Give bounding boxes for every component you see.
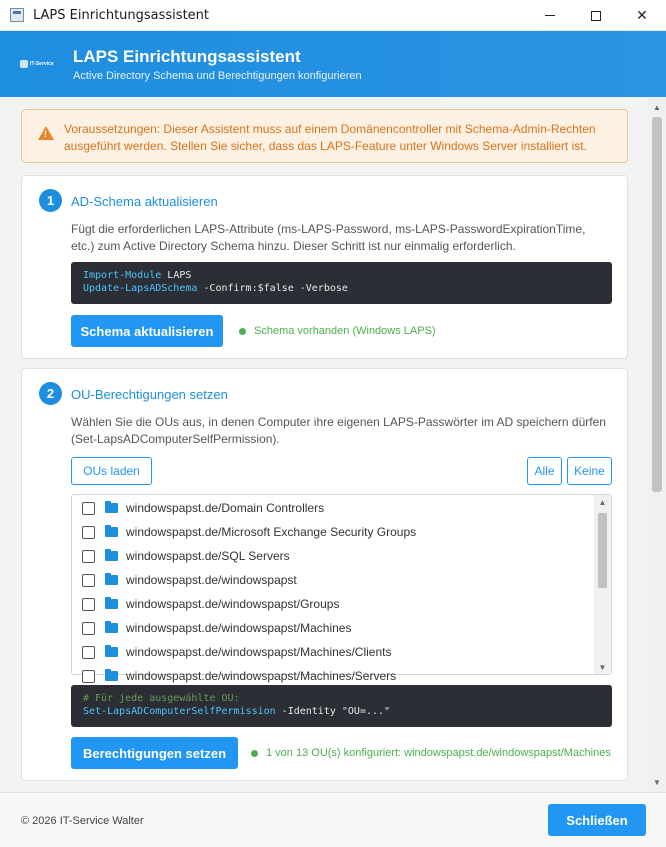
folder-icon (105, 599, 118, 609)
code-argument: LAPS (161, 270, 192, 281)
list-item[interactable] (72, 568, 592, 592)
folder-icon (105, 647, 118, 657)
list-item[interactable] (72, 520, 592, 544)
step-ou-permissions-card (21, 368, 628, 781)
list-item[interactable] (72, 640, 592, 664)
code-command: Update-LapsADSchema (83, 283, 198, 294)
code-line (83, 282, 600, 295)
step-description: Fügt die erforderlichen LAPS-Attribute (ms-LAPS-Password, ms-LAPS-PasswordExpirationTime, etc.) zum Active Directory Schema hinzu. Dieser Schritt ist nur einmalig erforderlich. (71, 222, 586, 253)
ou-checkbox[interactable] (82, 574, 95, 587)
scroll-up-arrow-icon[interactable]: ▲ (598, 497, 607, 507)
code-block (71, 685, 612, 727)
ou-label: windowspapst.de/windowspapst/Machines (126, 621, 352, 635)
ou-checkbox[interactable] (82, 550, 95, 563)
header-banner (0, 31, 666, 97)
folder-icon (105, 623, 118, 633)
code-line (83, 269, 600, 282)
list-item[interactable] (72, 592, 592, 616)
page-scrollbar[interactable] (648, 97, 666, 792)
page-title: LAPS Einrichtungsassistent (73, 47, 301, 66)
code-command: Set-LapsADComputerSelfPermission (83, 706, 276, 717)
update-schema-button[interactable]: Schema aktualisieren (71, 315, 223, 347)
ou-checkbox[interactable] (82, 526, 95, 539)
logo-mark-icon (20, 60, 28, 68)
step-title: OU-Berechtigungen setzen (71, 387, 228, 402)
minimize-icon (545, 15, 555, 16)
code-comment: # Für jede ausgewählte OU: (83, 693, 240, 704)
close-window-button[interactable] (619, 0, 665, 31)
page-subtitle: Active Directory Schema und Berechtigungen konfigurieren (73, 70, 362, 82)
window-title: LAPS Einrichtungsassistent (33, 7, 209, 23)
folder-icon (105, 575, 118, 585)
ou-list-scrollbar[interactable] (594, 495, 611, 674)
ou-label: windowspapst.de/Domain Controllers (126, 501, 325, 515)
scroll-down-arrow-icon[interactable]: ▼ (653, 777, 661, 787)
folder-icon (105, 503, 118, 513)
warning-icon: ! (38, 126, 54, 140)
load-ous-button[interactable]: OUs laden (71, 457, 152, 485)
ou-checkbox[interactable] (82, 622, 95, 635)
step-schema-card (21, 175, 628, 359)
ou-label: windowspapst.de/Microsoft Exchange Security Groups (126, 525, 417, 539)
scroll-up-arrow-icon[interactable]: ▲ (653, 102, 661, 112)
ou-label: windowspapst.de/windowspapst/Machines/Clients (126, 645, 392, 659)
prerequisites-warning (21, 109, 628, 163)
logo-text: IT-Service (30, 61, 54, 67)
ou-label: windowspapst.de/windowspapst/Groups (126, 597, 340, 611)
company-logo (20, 56, 60, 72)
step-number-badge: 1 (39, 189, 62, 212)
scroll-down-arrow-icon[interactable]: ▼ (598, 662, 607, 672)
set-permissions-button[interactable]: Berechtigungen setzen (71, 737, 238, 769)
step-number-badge: 2 (39, 382, 62, 405)
ou-label: windowspapst.de/windowspapst (126, 573, 297, 587)
ou-checkbox[interactable] (82, 670, 95, 683)
list-item[interactable] (72, 496, 592, 520)
minimize-button[interactable] (527, 0, 573, 31)
code-command: Import-Module (83, 270, 162, 281)
footer (0, 792, 666, 847)
select-none-button[interactable]: Keine (567, 457, 612, 485)
select-all-button[interactable]: Alle (527, 457, 562, 485)
ou-checkbox[interactable] (82, 646, 95, 659)
step-title: AD-Schema aktualisieren (71, 194, 218, 209)
ou-label: windowspapst.de/SQL Servers (126, 549, 290, 563)
list-item[interactable] (72, 616, 592, 640)
permissions-status (251, 747, 611, 759)
permissions-status-text: 1 von 13 OU(s) konfiguriert: windowspapst.de/windowspapst/Machines (266, 747, 611, 759)
code-block (71, 262, 612, 304)
maximize-icon (591, 11, 601, 21)
folder-icon (105, 527, 118, 537)
scrollbar-thumb[interactable] (652, 117, 662, 492)
ou-checkbox[interactable] (82, 598, 95, 611)
maximize-button[interactable] (573, 0, 619, 31)
schema-status (239, 325, 436, 337)
schema-status-text: Schema vorhanden (Windows LAPS) (254, 325, 436, 337)
folder-icon (105, 671, 118, 681)
status-dot-icon (251, 750, 258, 757)
code-argument: -Identity "OU=..." (275, 706, 391, 717)
code-argument: -Confirm:$false -Verbose (197, 283, 348, 294)
ou-checkbox[interactable] (82, 502, 95, 515)
status-dot-icon (239, 328, 246, 335)
list-item[interactable] (72, 544, 592, 568)
ou-label: windowspapst.de/windowspapst/Machines/Servers (126, 669, 397, 683)
folder-icon (105, 551, 118, 561)
step-description: Wählen Sie die OUs aus, in denen Computer ihre eigenen LAPS-Passwörter im AD speichern dürfen (Set-LapsADComputerSelfPermission). (71, 415, 606, 446)
window-titlebar (0, 0, 666, 31)
code-line (83, 705, 600, 718)
close-button[interactable]: Schließen (548, 804, 646, 836)
copyright-text: © 2026 IT-Service Walter (21, 815, 144, 827)
ou-list[interactable] (71, 494, 612, 683)
warning-text: Voraussetzungen: Dieser Assistent muss auf einem Domänencontroller mit Schema-Admin-Rechten ausgeführt werden. Stellen Sie sicher, dass das LAPS-Feature unter Windows Server installiert ist. (64, 122, 596, 153)
scroll-content[interactable] (0, 97, 648, 792)
scrollbar-thumb[interactable] (598, 513, 607, 588)
app-window-icon (10, 8, 24, 22)
close-icon: ✕ (636, 7, 648, 24)
